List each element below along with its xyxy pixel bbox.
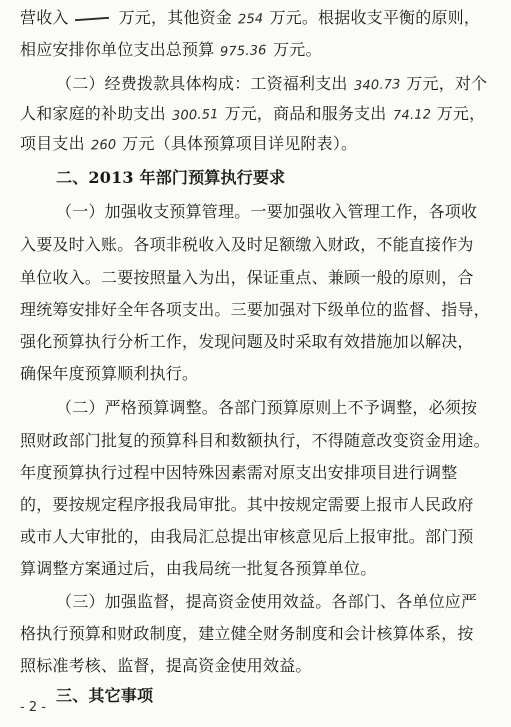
text-segment: 万元，商品和服务支出 xyxy=(224,104,387,123)
handwritten-amount: 254 xyxy=(237,11,264,28)
text-line: 入要及时入账。各项非税收入及时足额缴入财政，不能直接作为 xyxy=(20,235,474,254)
text-segment: 万元，对个 xyxy=(406,74,488,93)
text-line: （一）加强收支预算管理。一要加强收入管理工作，各项收 xyxy=(56,202,478,221)
text-line: 的，要按规定程序报我局审批。其中按规定需要上报市人民政府 xyxy=(20,495,474,514)
text-line: 单位收入。二要按照量入为出，保证重点、兼顾一般的原则，合 xyxy=(20,268,474,287)
text-segment: 万元（具体预算项目详见附表）。 xyxy=(122,134,358,153)
text-line xyxy=(0,72,511,98)
handwritten-amount: 74.12 xyxy=(392,107,431,124)
text-line: 或市人大审批的，由我局汇总提出审核意见后上报审批。部门预 xyxy=(20,527,474,546)
text-line xyxy=(0,6,511,32)
text-segment: 人和家庭的补助支出 xyxy=(20,104,166,123)
text-line xyxy=(0,132,511,158)
text-line: 格执行预算和财政制度，建立健全财务制度和会计核算体系，按 xyxy=(20,624,474,643)
text-line: 强化预算执行分析工作，发现问题及时采取有效措施加以解决， xyxy=(20,332,474,351)
handwritten-amount: 340.73 xyxy=(353,77,401,94)
text-segment: 项目支出 xyxy=(20,134,85,153)
section-heading: 二、2013 年部门预算执行要求 xyxy=(56,168,286,187)
text-line: 照标准考核、监督，提高资金使用效益。 xyxy=(20,656,312,675)
text-line: 确保年度预算顺利执行。 xyxy=(20,364,199,383)
text-segment: 万元，其他资金 xyxy=(118,8,233,27)
text-line xyxy=(0,102,511,128)
page-number: - 2 - xyxy=(20,700,46,715)
text-line: （二）严格预算调整。各部门预算原则上不予调整，必须按 xyxy=(56,398,478,417)
handwritten-amount: 260 xyxy=(90,137,117,154)
text-line: 照财政部门批复的预算科目和数额执行，不得随意改变资金用途。 xyxy=(20,431,490,450)
text-line: 年度预算执行过程中因特殊因素需对原支出安排项目进行调整 xyxy=(20,463,458,482)
text-segment: 营收入 xyxy=(20,8,69,27)
text-segment: 万元。根据收支平衡的原则， xyxy=(269,8,481,27)
text-line: 理统筹安排好全年各项支出。三要加强对下级单位的监督、指导， xyxy=(20,300,490,319)
handwritten-dash-mark xyxy=(75,16,109,20)
text-segment: 万元， xyxy=(436,104,486,123)
text-segment: 万元。 xyxy=(273,40,322,59)
handwritten-amount: 300.51 xyxy=(171,107,219,124)
text-segment: 相应安排你单位支出总预算 xyxy=(20,40,215,59)
text-segment: （二）经费拨款具体构成：工资福利支出 xyxy=(56,74,348,93)
text-line xyxy=(0,38,511,64)
text-line: （三）加强监督，提高资金使用效益。各部门、各单位应严 xyxy=(56,592,478,611)
section-heading: 三、其它事项 xyxy=(56,686,154,705)
handwritten-amount: 975.36 xyxy=(220,43,268,60)
text-line: 算调整方案通过后，由我局统一批复各预算单位。 xyxy=(20,559,377,578)
